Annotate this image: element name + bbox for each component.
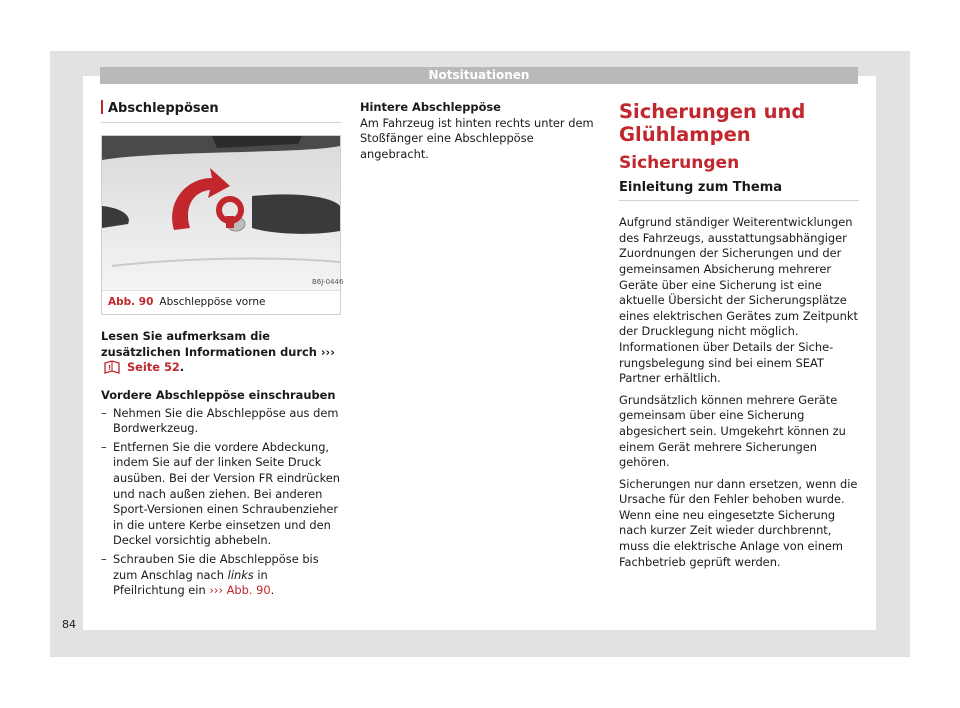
figure-link[interactable]: Abb. 90	[226, 583, 271, 598]
body-paragraph: Sicherungen nur dann ersetzen, wenn die Ursache für den Fehler behoben wurde. Wenn eine neu eingesetzte Sicherung nach kurzer Zeit wieder durchbrennt, muss die elektrische Anlage von einem Fachbetrieb geprüft werden.	[619, 476, 858, 569]
column-right	[619, 100, 859, 576]
list-item: – Nehmen Sie die Abschleppöse aus dem Bordwerkzeug.	[101, 406, 341, 437]
lead-paragraph	[101, 329, 341, 376]
figure-code: B6J-0446	[312, 277, 344, 286]
topic-heading: Einleitung zum Thema	[619, 180, 859, 202]
towing-eye-illustration	[102, 136, 344, 290]
step3-arrows: ›››	[209, 583, 223, 598]
lead-end: .	[179, 360, 185, 375]
chapter-header: Notsituationen	[100, 67, 858, 84]
page-number: 84	[62, 618, 76, 631]
subheading-front: Vordere Abschleppöse einschrauben	[101, 387, 336, 402]
step3-pre: Schrauben Sie die Abschleppöse bis zum Anschlag nach	[113, 551, 319, 582]
warning-book-icon	[104, 360, 120, 374]
figure-label: Abb. 90	[108, 295, 154, 308]
section-heading-text: Abschleppösen	[108, 101, 219, 116]
subheading-rear: Hintere Abschleppöse	[360, 100, 501, 114]
lower-grille	[252, 194, 340, 234]
step3-post: in Pfeilrichtung ein	[113, 567, 268, 598]
figure-caption	[102, 290, 340, 315]
column-middle	[360, 100, 600, 168]
step3-italic: links	[227, 567, 254, 582]
figure-caption-text: Abschleppöse vorne	[159, 295, 266, 308]
lead-page-link[interactable]: Seite 52	[126, 360, 180, 375]
rear-eye-text: Am Fahrzeug ist hinten rechts unter dem Stoßfänger eine Abschleppöse angebracht.	[360, 115, 594, 161]
section-heading	[101, 100, 341, 123]
list-item: – Entfernen Sie die vordere Abdeckung, indem Sie auf der linken Seite Druck ausüben. Bei der Version FR eindrücken und nach außen ziehen. Bei anderen Sport-Versionen einen Schraubenzieher in die untere Kerbe einsetzen und den Deckel vorsichtig abhebeln.	[101, 440, 341, 549]
lead-text: Lesen Sie aufmerksam die zusätzlichen Informationen durch	[101, 329, 317, 359]
body-paragraph: Aufgrund ständiger Weiterentwicklungen des Fahrzeugs, ausstattungsabhängiger Zuordnungen der Sicherungen und der gemeinsamen Absicherung mehrerer Geräte über eine Sicherung ist eine aktuelle Übersicht der Sicherungsplätze eines elektrischen Gerätes zum Zeitpunkt der Drucklegung nicht möglich. Informationen über Details der Sicherungsbelegung sind bei einem SEAT Partner erhältlich.	[619, 215, 858, 386]
column-left	[101, 100, 344, 602]
step3-end: .	[270, 583, 275, 598]
body-paragraph: Grundsätzlich können mehrere Geräte gemeinsam über eine Sicherung abgesichert sein. Umgekehrt können zu einem Gerät mehrere Sicherungen gehören.	[619, 392, 846, 470]
section-title: Sicherungen	[619, 153, 740, 173]
svg-text:!: !	[108, 364, 112, 373]
lead-arrows: ›››	[320, 344, 335, 359]
chapter-title: Sicherungen und Glühlampen	[619, 100, 806, 146]
list-item	[101, 552, 341, 599]
heading-marker	[101, 100, 103, 114]
instruction-list	[101, 406, 341, 599]
figure-towing-eye	[101, 135, 344, 316]
